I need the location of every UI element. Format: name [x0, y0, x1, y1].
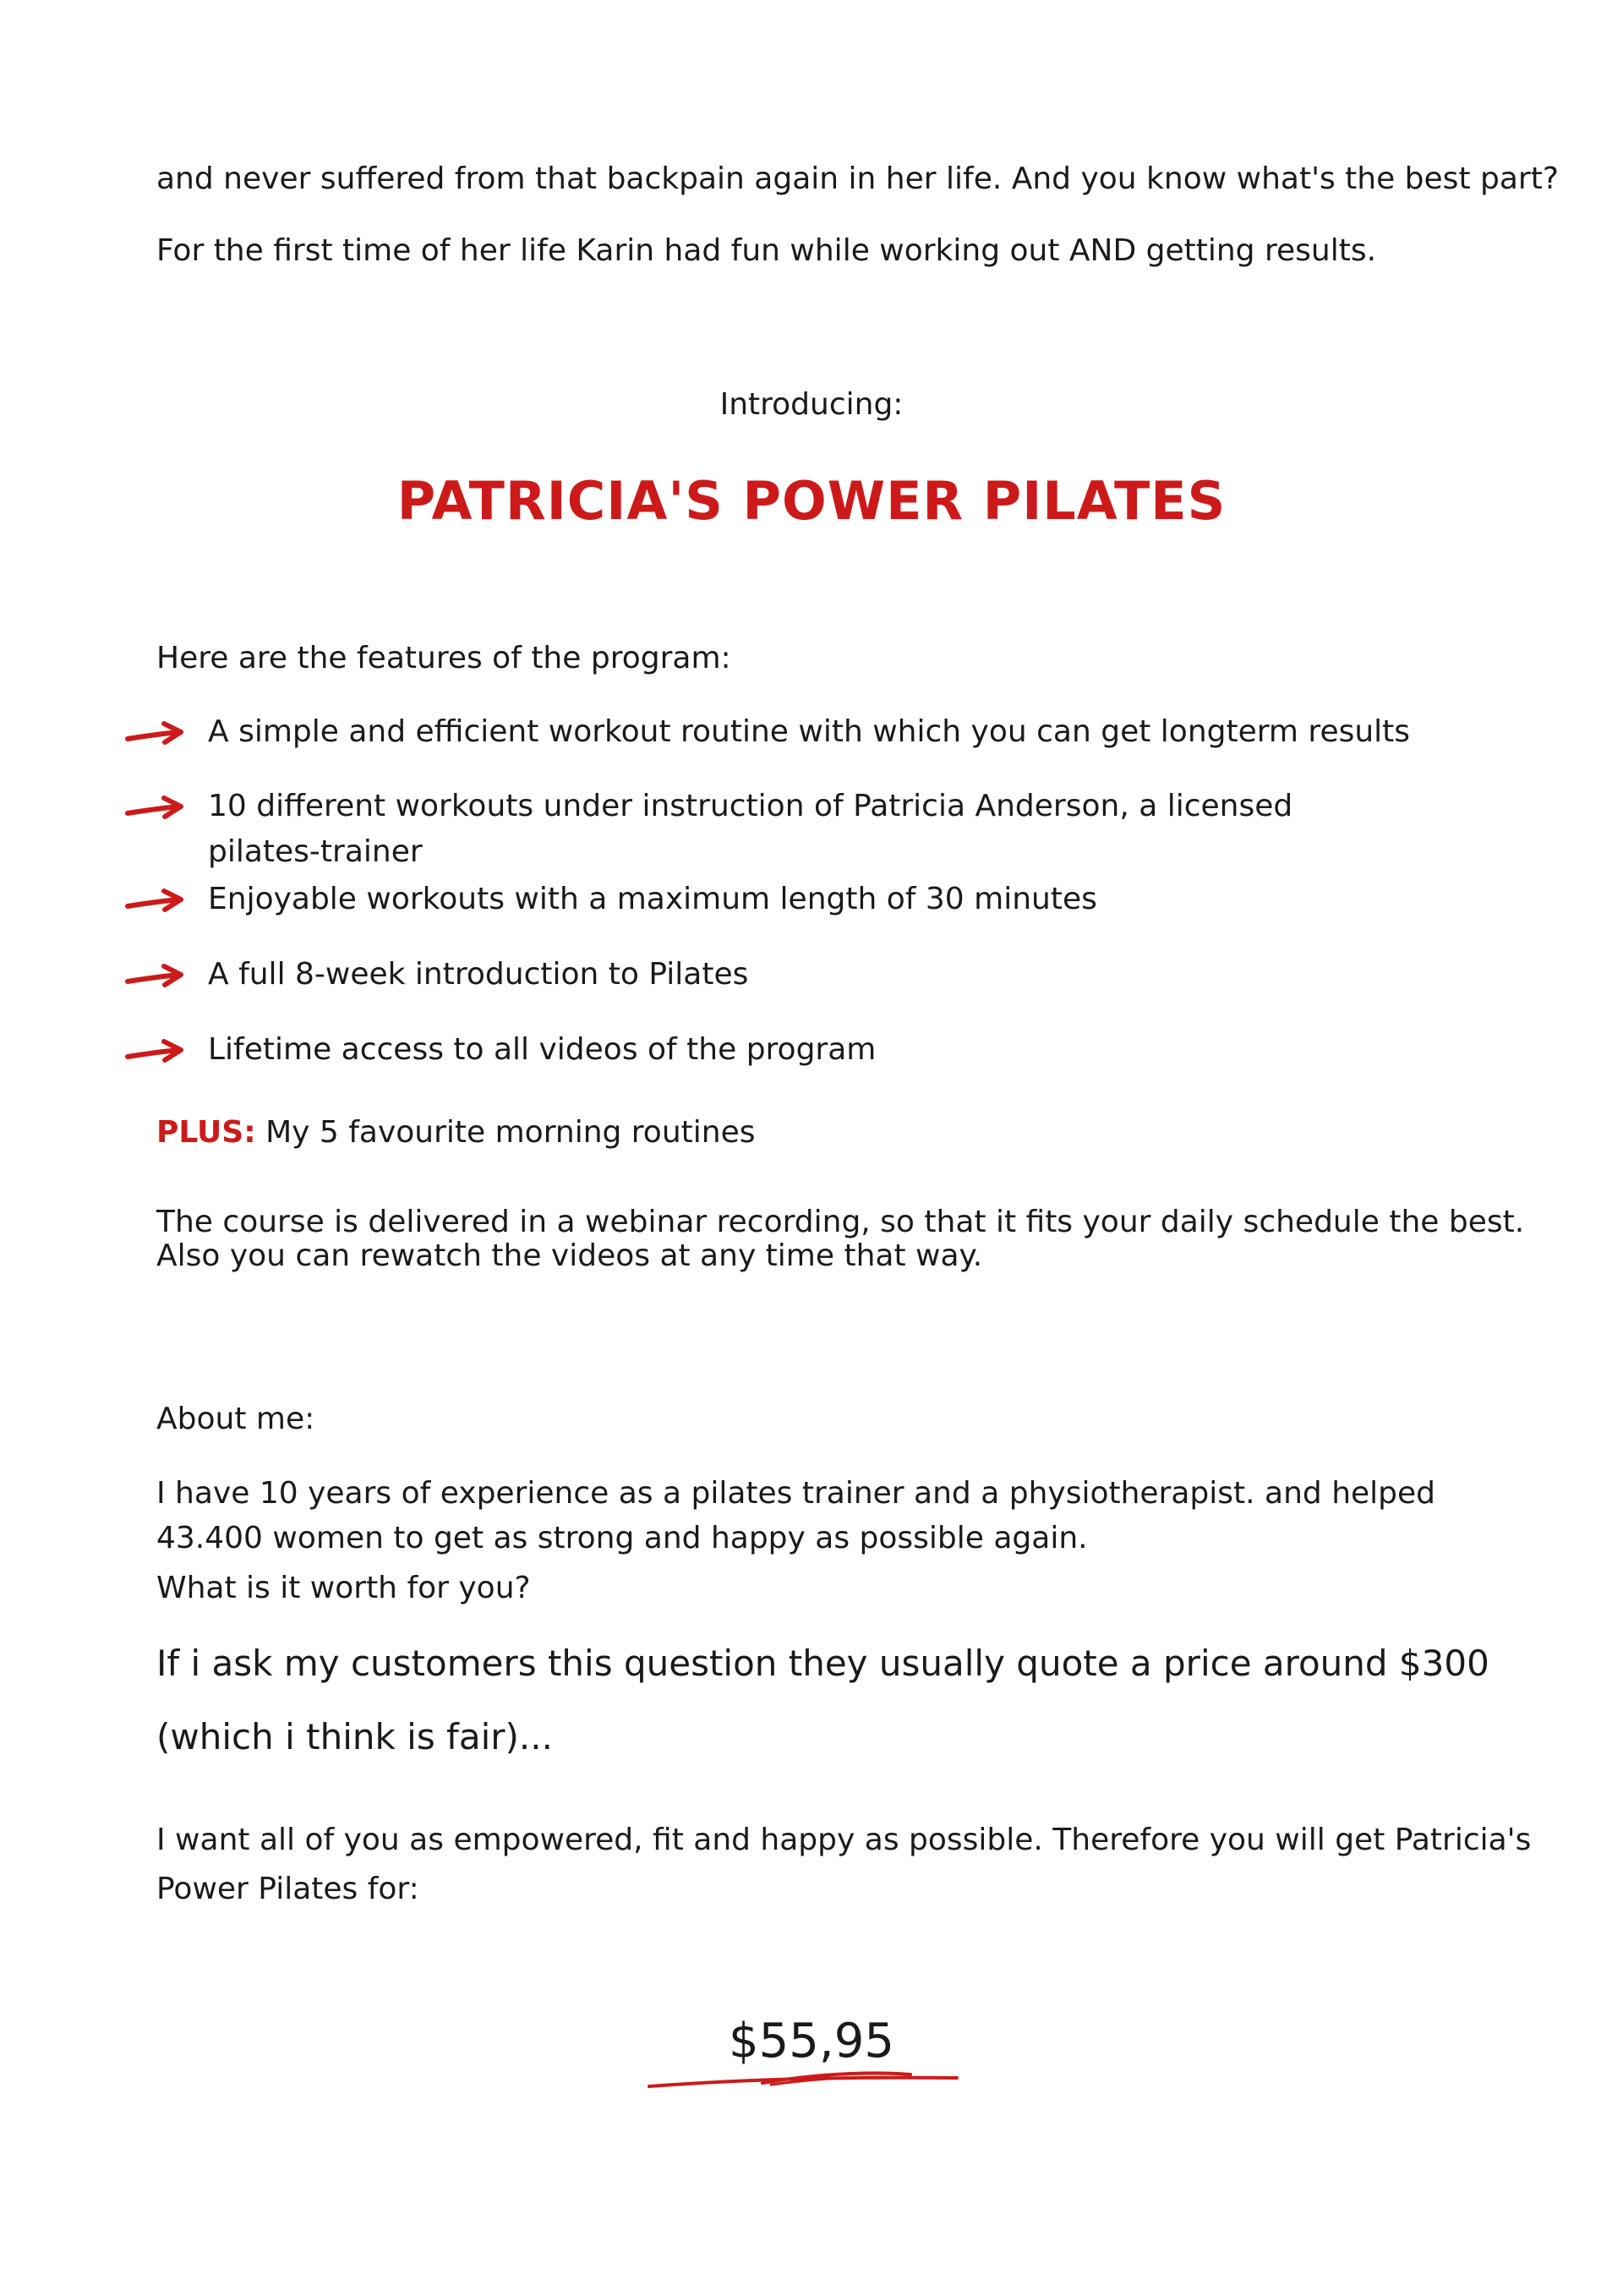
program-title: PATRICIA'S POWER PILATES	[396, 470, 1227, 532]
red-arrow-icon	[125, 1038, 186, 1069]
about-line-1: I have 10 years of experience as a pilates trainer and a physiotherapist. and helped	[156, 1476, 1436, 1511]
red-arrow-icon	[125, 795, 186, 825]
plus-line	[156, 1110, 756, 1156]
plus-text: My 5 favourite morning routines	[265, 1115, 756, 1150]
quote-line-2: (which i think is fair)...	[156, 1716, 553, 1758]
feature-item-4: A full 8-week introduction to Pilates	[208, 957, 749, 992]
intro-label: Introducing:	[719, 387, 904, 422]
plus-label: PLUS:	[156, 1115, 256, 1150]
about-heading: About me:	[156, 1402, 315, 1436]
story-line-2: For the first time of her life Karin had fun while working out AND getting results.	[156, 233, 1377, 268]
delivery-line-1: The course is delivered in a webinar recording, so that it fits your daily schedule the best.	[156, 1205, 1525, 1239]
price: $55,95	[729, 2014, 894, 2069]
feature-item-3: Enjoyable workouts with a maximum length of 30 minutes	[208, 882, 1097, 916]
features-heading: Here are the features of the program:	[156, 641, 731, 675]
red-arrow-icon	[125, 720, 186, 751]
quote-line-1: If i ask my customers this question they usually quote a price around $300	[156, 1643, 1489, 1684]
story-line-1: and never suffered from that backpain again in her life. And you know what's the best part?	[156, 161, 1559, 196]
offer-line-1: I want all of you as empowered, fit and happy as possible. Therefore you will get Patricia's	[156, 1823, 1532, 1857]
feature-item-5: Lifetime access to all videos of the program	[208, 1032, 877, 1067]
about-line-3: What is it worth for you?	[156, 1571, 531, 1605]
red-arrow-icon	[125, 888, 186, 918]
red-arrow-icon	[125, 963, 186, 993]
offer-line-2: Power Pilates for:	[156, 1872, 419, 1906]
feature-item-1: A simple and efficient workout routine with which you can get longterm results	[208, 714, 1411, 749]
delivery-line-2: Also you can rewatch the videos at any time that way.	[156, 1238, 983, 1273]
scribble-underline	[644, 2063, 965, 2096]
about-line-2: 43.400 women to get as strong and happy as possible again.	[156, 1521, 1088, 1555]
feature-item-2: 10 different workouts under instruction of Patricia Anderson, a licensed pilates-trainer	[208, 789, 1293, 869]
